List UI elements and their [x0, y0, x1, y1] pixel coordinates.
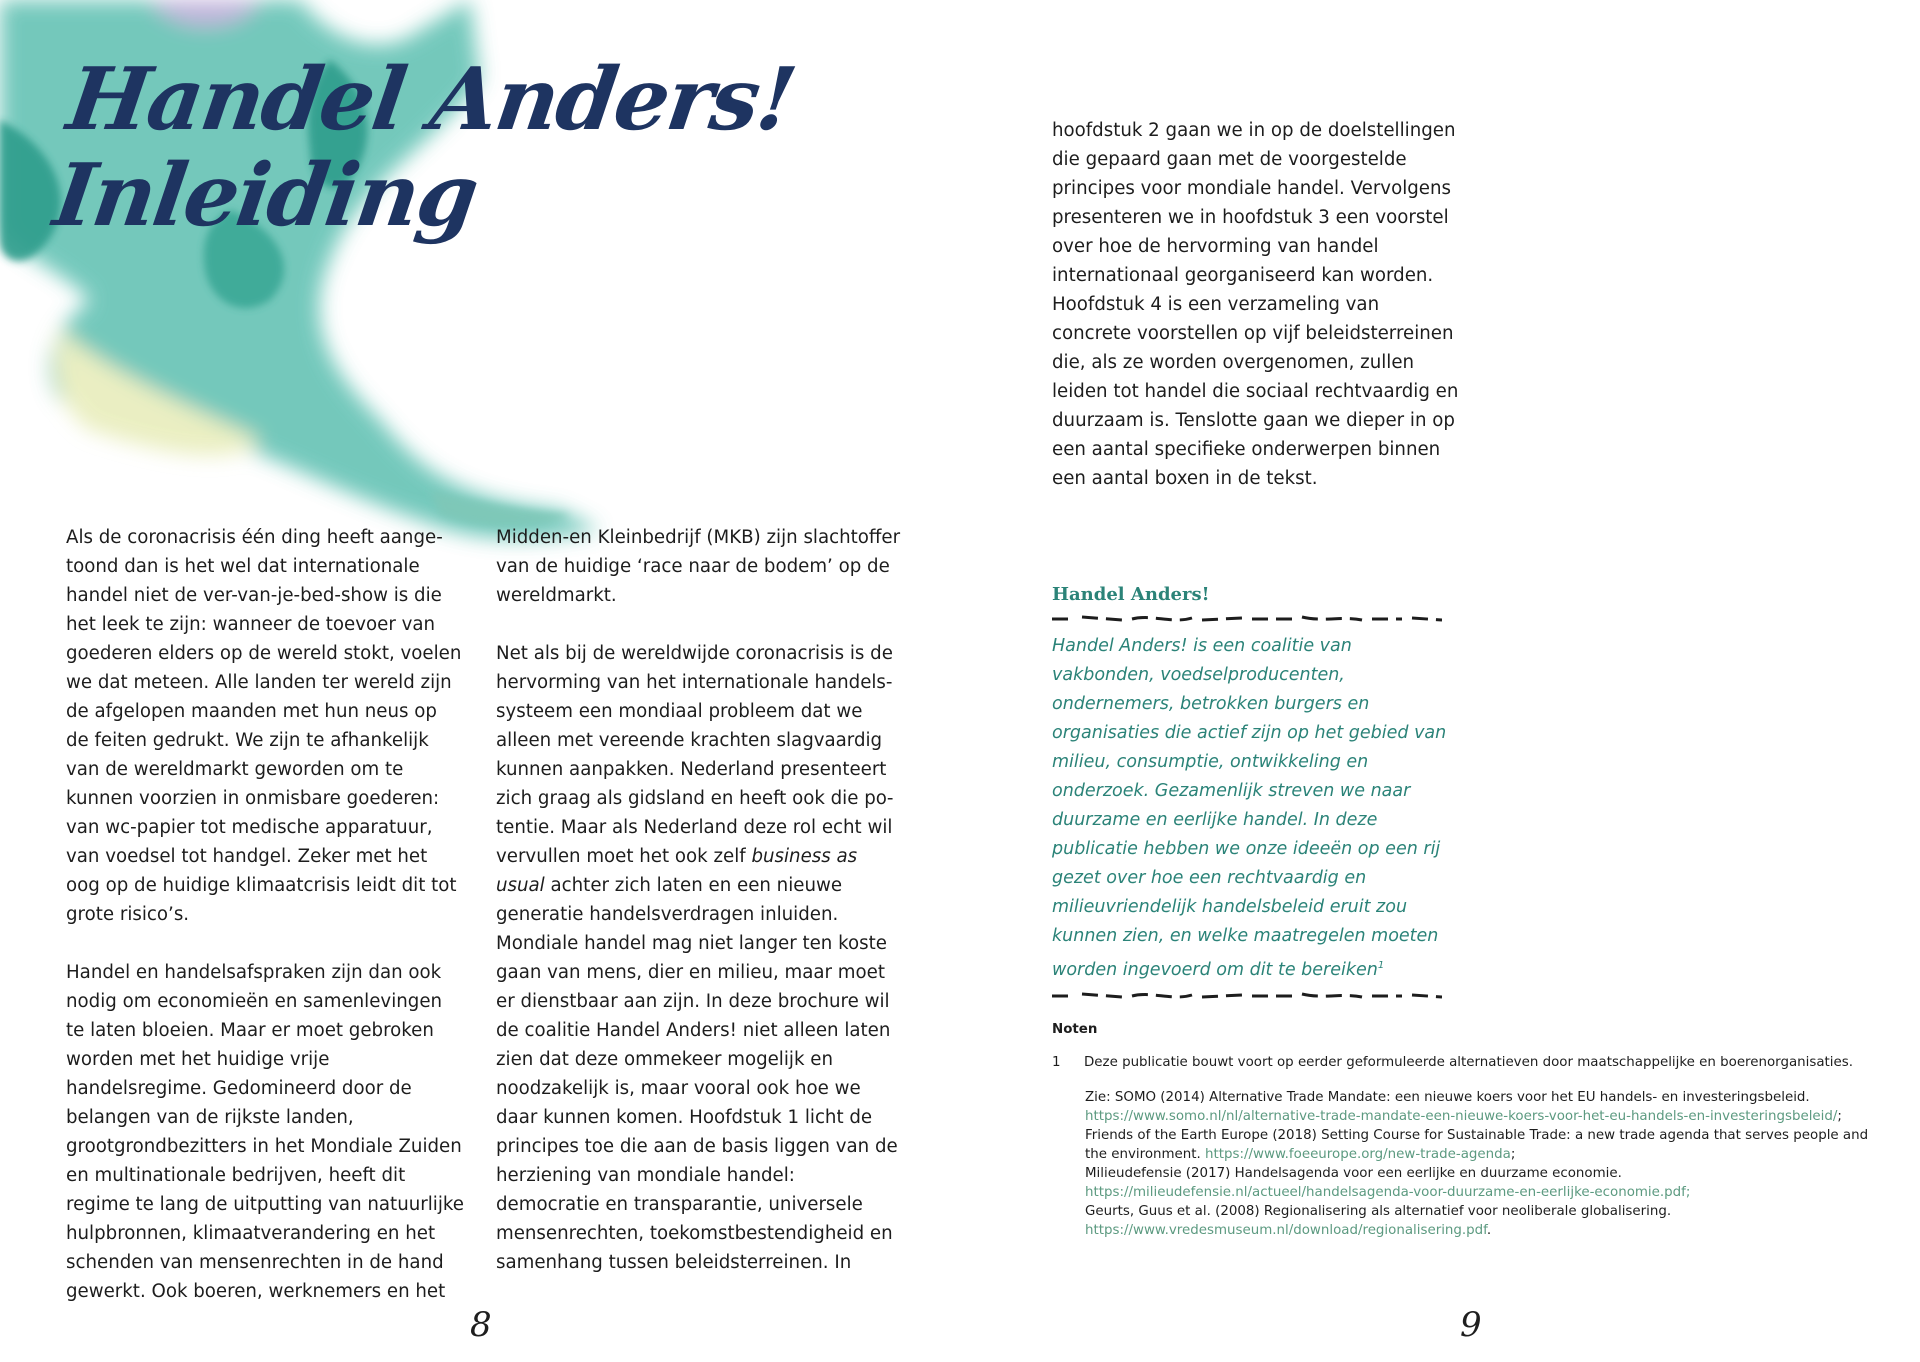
- footnotes: [1052, 1020, 1882, 1240]
- reference-text: Milieudefensie (2017) Handelsagenda voor een eerlijke en duurzame economie.: [1085, 1166, 1622, 1181]
- footnote-reference: 1: [1377, 960, 1385, 971]
- reference-link[interactable]: https://www.somo.nl/nl/alternative-trade-mandate-een-nieuwe-koers-voor-het-eu-handels-en-investeringsbeleid/: [1085, 1109, 1838, 1124]
- footnote-number: 1: [1052, 1055, 1061, 1070]
- reference-text: Geurts, Guus et al. (2008) Regionalisering als alternatief voor neoliberale globalisering.: [1085, 1204, 1672, 1219]
- paragraph: [496, 639, 902, 1277]
- paragraph: hoofdstuk 2 gaan we in op de doelstellingen die gepaard gaan met de voorgestelde principes voor mondiale handel. Vervolgens presenteren we in hoofdstuk 3 een voorstel over hoe de hervorming van handel internationaal georganiseerd kan worden. Hoofdstuk 4 is een verzameling van concrete voorstellen op vijf beleidsterreinen die, als ze worden overgenomen, zullen leiden tot handel die sociaal rechtvaardig en duurzaam is. Tenslotte gaan we dieper in op een aantal specifieke onderwerpen binnen een aantal boxen in de tekst.: [1052, 120, 1459, 489]
- reference-link[interactable]: https://www.vredesmuseum.nl/download/regionalisering.pdf: [1085, 1223, 1487, 1238]
- info-box-title: Handel Anders!: [1052, 584, 1210, 605]
- page-number-left: 8: [470, 1305, 492, 1345]
- footnote-references: [1052, 1088, 1882, 1240]
- title-line-2: Inleiding: [48, 145, 483, 246]
- reference-link[interactable]: https://www.foeeurope.org/new-trade-agenda: [1205, 1147, 1511, 1162]
- reference-text: Friends of the Earth Europe (2018) Setting Course for Sustainable Trade: a new trade agenda that serves people and the environment.: [1085, 1128, 1869, 1162]
- info-box-body: Handel Anders! is een coalitie van vakbonden, voedselproducenten, ondernemers, betrokken burgers en organisaties die actief zijn op het gebied van milieu, consumptie, ontwikkeling en onderzoek. Gezamenlijk streven we naar duurzame en eerlijke handel. In deze publicatie hebben we onze ideeën op een rij gezet over hoe een rechtvaardig en milieuvriendelijk handelsbeleid eruit zou kunnen zien, en welke maatregelen moeten worden ingevoerd om dit te bereiken: [1052, 636, 1447, 980]
- reference-punct: .: [1486, 1223, 1492, 1238]
- info-box-text: [1052, 632, 1450, 985]
- title-line-1: Handel Anders!: [61, 49, 801, 150]
- page-number-right: 9: [1460, 1305, 1482, 1345]
- paragraph: Handel en handelsafspraken zijn dan ook nodig om economieën en samenlevingen te laten bloeien. Maar er moet gebroken worden met het huidige vrije handelsregime. Gedomineerd door de belangen van de rijkste landen, grootgrondbezitters in het Mondiale Zuiden en multinationale bedrijven, heeft dit regime te lang de uitputting van natuurlijke hulpbronnen, klimaatverandering en het schenden van mensenrechten in de hand gewerkt. Ook boeren, werknemers en het: [66, 962, 464, 1302]
- info-box: [1052, 580, 1450, 1001]
- brush-divider-bottom: [1052, 991, 1442, 1001]
- reference-line: [1085, 1202, 1882, 1240]
- reference-punct: ;: [1510, 1147, 1516, 1162]
- paragraph-text: achter zich laten en een nieuwe generatie handelsverdragen inluiden. Mondiale handel mag niet langer ten koste gaan van mens, dier en milieu, maar moet er dienstbaar aan zijn. In deze brochure wil de coalitie Handel Anders! niet alleen laten zien dat deze ommekeer mogelijk en noodzakelijk is, maar vooral ook hoe we daar kunnen komen. Hoofdstuk 1 licht de principes toe die aan de basis liggen van de herziening van mondiale handel: democratie en transparantie, universele mensenrechten, toekomstbestendigheid en samenhang tussen beleidsterreinen. In: [496, 875, 898, 1273]
- paragraph: Als de coronacrisis één ding heeft aangetoond dan is het wel dat internationale handel niet de ver-van-je-bed-show is die het leek te zijn: wanneer de toevoer van goederen elders op de wereld stokt, voelen we dat meteen. Alle landen ter wereld zijn de afgelopen maanden met hun neus op de feiten gedrukt. We zijn te afhankelijk van de wereldmarkt geworden om te kunnen voorzien in onmisbare goederen: van wc-papier tot medische apparatuur, van voedsel tot handgel. Zeker met het oog op de huidige klimaatcrisis leidt dit tot grote risico’s.: [66, 527, 462, 925]
- emphasis-text: business as usual: [496, 846, 858, 896]
- footnotes-title: Noten: [1052, 1022, 1098, 1037]
- reference-line: [1085, 1164, 1882, 1202]
- paragraph: Midden-en Kleinbedrijf (MKB) zijn slachtoffer van de huidige ‘race naar de bodem’ op de wereldmarkt.: [496, 527, 901, 606]
- text-column-left: [66, 523, 464, 1306]
- reference-line: Zie: SOMO (2014) Alternative Trade Mandate: een nieuwe koers voor het EU handels- en investeringsbeleid.: [1085, 1090, 1810, 1105]
- paragraph-text: Net als bij de wereldwijde coronacrisis is de hervorming van het internationale handelssysteem een mondiaal probleem dat we alleen met vereende krachten slagvaardig kunnen aanpakken. Nederland presenteert zich graag als gidsland en heeft ook die potentie. Maar als Nederland deze rol echt wil vervullen moet het ook zelf: [496, 643, 894, 867]
- text-column-right: [1052, 116, 1460, 493]
- reference-line: [1085, 1126, 1882, 1164]
- reference-punct: ;: [1837, 1109, 1842, 1124]
- reference-link[interactable]: https://milieudefensie.nl/actueel/handelsagenda-voor-duurzame-en-eerlijke-economie.pdf;: [1085, 1185, 1691, 1200]
- page-title: [48, 49, 801, 246]
- brush-divider-top: [1052, 614, 1442, 624]
- text-column-middle: [496, 523, 902, 1277]
- reference-line: [1085, 1107, 1882, 1126]
- footnote-intro: Deze publicatie bouwt voort op eerder geformuleerde alternatieven door maatschappelijke en boerenorganisaties.: [1084, 1055, 1853, 1070]
- footnote-item: [1052, 1053, 1882, 1088]
